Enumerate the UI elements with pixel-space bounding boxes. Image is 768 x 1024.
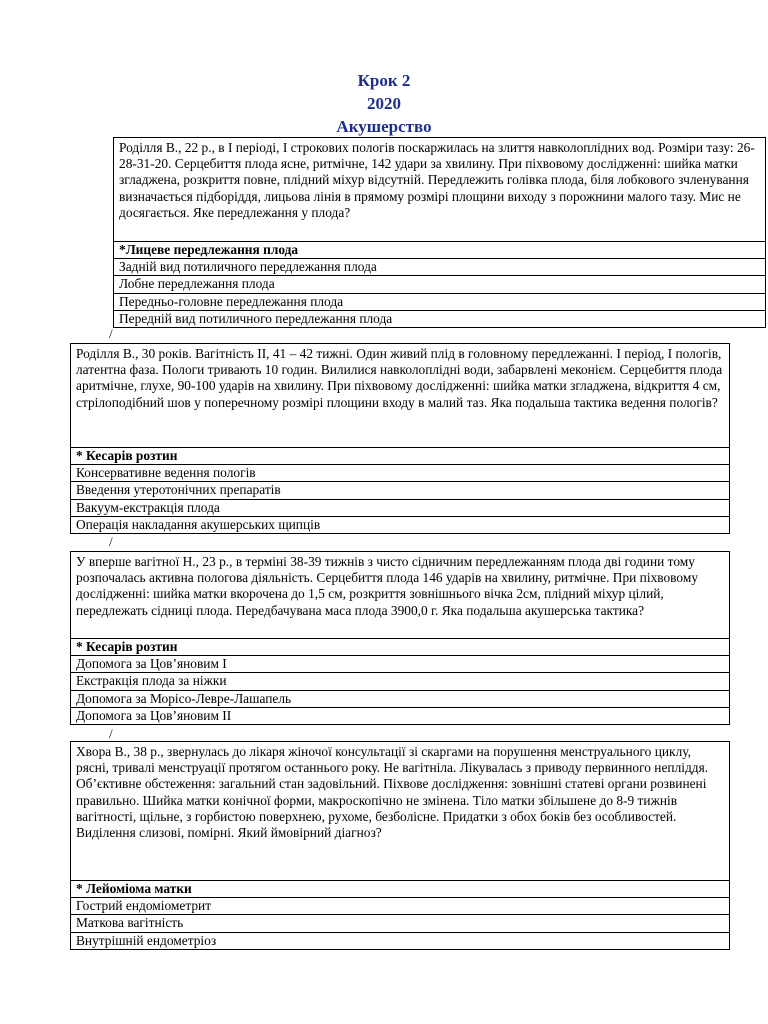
correct-answer: * Лейоміома матки	[71, 881, 730, 898]
question-4	[70, 741, 730, 950]
answer-option: Допомога за Морісо-Левре-Лашапель	[71, 690, 730, 707]
separator-slash: /	[109, 726, 113, 741]
answer-option: Задній вид потиличного передлежання плода	[114, 259, 766, 276]
question-stem: Хвора В., 38 р., звернулась до лікаря жіночої консультації зі скаргами на порушення менструального циклу, рясні, тривалі менструації протягом останнього року. Не вагітніла. Лікувалась з приводу первинного непліддя. Об’єктивне обстеження: загальний стан задовільний. Піхвове дослідження: зовнішні статеві органи розвинені правильно. Шийка матки конічної форми, макроскопічно не змінена. Тіло матки збільшене до 8-9 тижнів вагітності, щільне, з горбистою поверхнею, рухоме, безболісне. Придатки з обох боків без особливостей. Виділення слизові, помірні. Який ймовірний діагноз?	[71, 742, 730, 881]
exam-year: 2020	[367, 94, 401, 113]
answer-option: Екстракція плода за ніжки	[71, 673, 730, 690]
answer-option: Внутрішній ендометріоз	[71, 932, 730, 949]
question-stem: Роділля В., 30 років. Вагітність ІІ, 41 – 42 тижні. Один живий плід в головному передлежанні. І період, І пологів, латентна фаза. Пологи тривають 10 годин. Вилилися навколоплідні води, забарвлені меконієм. Серцебиття плода аритмічне, глухе, 90-100 ударів на хвилину. При піхвовому дослідженні: шийка матки згладжена, відкриття 4 см, стрілоподібний шов у поперечному розмірі площини входу в малий таз. Яка подальша тактика ведення пологів?	[71, 344, 730, 448]
answer-option: Допомога за Цов’яновим ІІ	[71, 707, 730, 724]
answer-option: Консервативне ведення пологів	[71, 465, 730, 482]
answer-option: Гострий ендоміометрит	[71, 898, 730, 915]
answer-option: Маткова вагітність	[71, 915, 730, 932]
answer-option: Вакуум-екстракція плода	[71, 499, 730, 516]
correct-answer: * Кесарів розтин	[71, 639, 730, 656]
correct-answer: * Кесарів розтин	[71, 448, 730, 465]
separator-slash: /	[109, 534, 113, 549]
exam-title: Крок 2	[357, 71, 411, 90]
exam-subject: Акушерство	[336, 117, 432, 136]
question-stem: Роділля В., 22 р., в І періоді, І строкових пологів поскаржилась на злиття навколоплідних вод. Розміри тазу: 26-28-31-20. Серцебиття плода ясне, ритмічне, 142 удари за хвилину. При піхвовому дослідженні: шийка матки згладжена, розкриття повне, плідний міхур відсутній. Передлежить голівка плода, біля лобкового зчленування визначається підборіддя, лицьова лінія в прямому розмірі площини виходу з порожнини малого тазу. Мис не досягається. Яке передлежання у плода?	[114, 138, 766, 242]
question-2	[70, 343, 730, 534]
correct-answer: *Лицеве передлежання плода	[114, 242, 766, 259]
separator-slash: /	[109, 326, 113, 341]
answer-option: Лобне передлежання плода	[114, 276, 766, 293]
answer-option: Передньо-головне передлежання плода	[114, 293, 766, 310]
question-1	[113, 137, 766, 328]
answer-option: Допомога за Цов’яновим І	[71, 656, 730, 673]
answer-option: Операція накладання акушерських щипців	[71, 516, 730, 533]
answer-option: Введення утеротонічних препаратів	[71, 482, 730, 499]
answer-option: Передній вид потиличного передлежання плода	[114, 310, 766, 327]
question-3	[70, 551, 730, 725]
question-stem: У вперше вагітної Н., 23 р., в терміні 38-39 тижнів з чисто сідничним передлежанням плода дві години тому розпочалась активна пологова діяльність. Серцебиття плода 146 ударів на хвилину, ритмічне. При піхвовому дослідженні: шийка матки вкорочена до 1,5 см, розкриття зовнішнього вічка 2см, плідний міхур цілий, передлежать сідниці плода. Передбачувана маса плода 3900,0 г. Яка подальша акушерська тактика?	[71, 552, 730, 639]
